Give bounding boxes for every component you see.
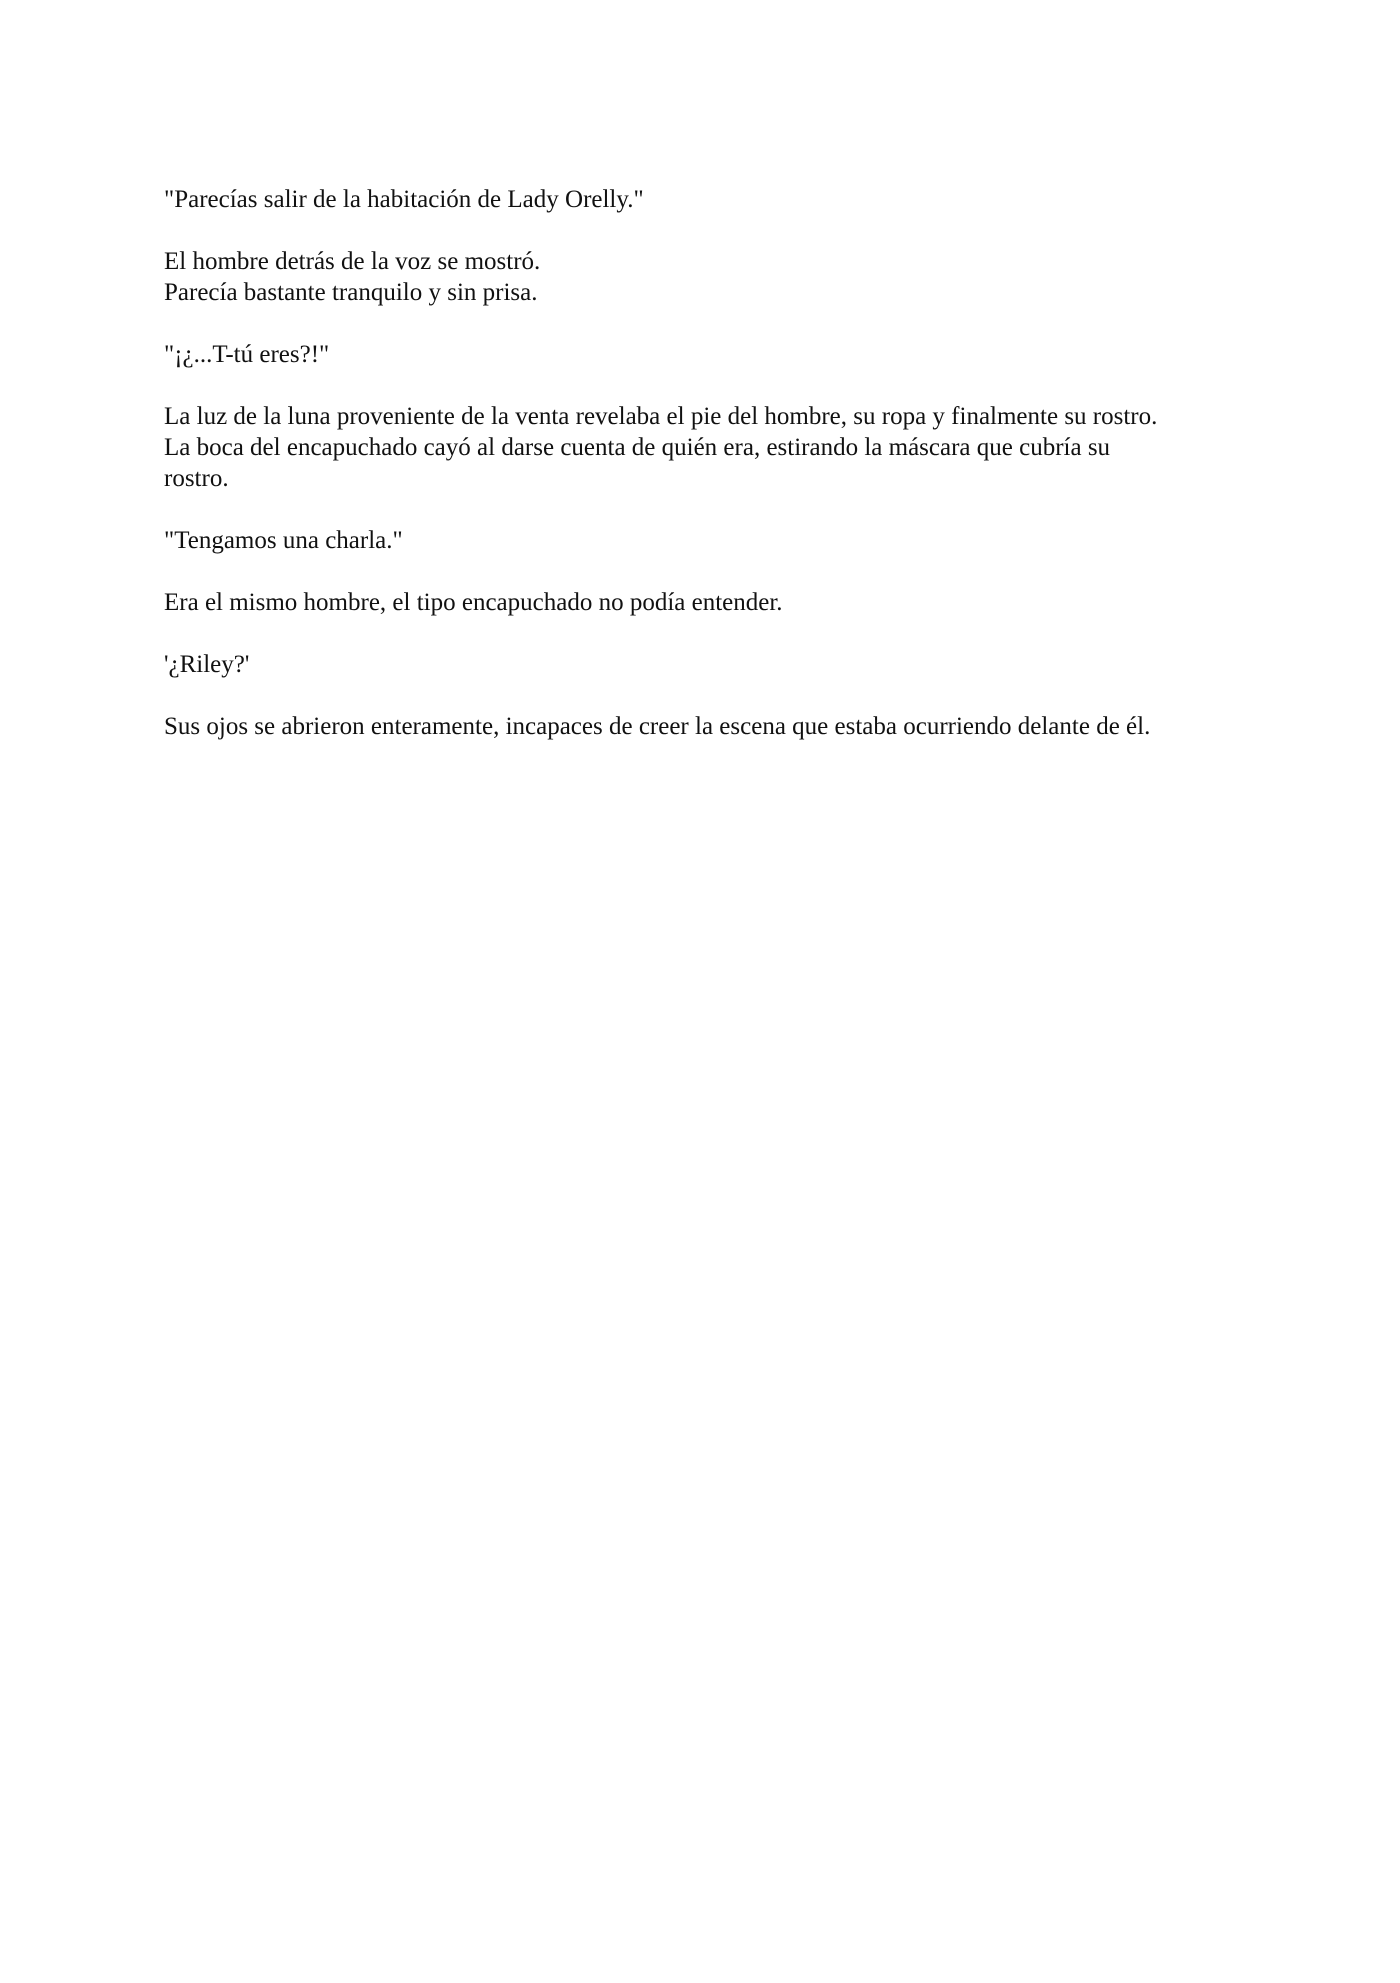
text-line: La boca del encapuchado cayó al darse cuenta de quién era, estirando la máscara que cubría su (164, 434, 1111, 461)
text-line: Sus ojos se abrieron enteramente, incapaces de creer la escena que estaba ocurriendo delante de él. (164, 713, 1151, 740)
paragraph-2 (164, 246, 1254, 308)
paragraph-1 (164, 184, 1254, 215)
text-line: Era el mismo hombre, el tipo encapuchado no podía entender. (164, 589, 783, 616)
paragraph-4 (164, 401, 1254, 494)
text-line: '¿Riley?' (164, 651, 250, 678)
document-body (164, 184, 1254, 773)
text-line: El hombre detrás de la voz se mostró. (164, 248, 541, 275)
text-line: Parecía bastante tranquilo y sin prisa. (164, 279, 538, 306)
paragraph-8 (164, 711, 1254, 742)
text-line: "¡¿...T-tú eres?!" (164, 341, 330, 368)
text-line: rostro. (164, 465, 229, 492)
paragraph-6 (164, 587, 1254, 618)
paragraph-7 (164, 649, 1254, 680)
paragraph-5 (164, 525, 1254, 556)
paragraph-3 (164, 339, 1254, 370)
text-line: "Tengamos una charla." (164, 527, 403, 554)
text-line: La luz de la luna proveniente de la venta revelaba el pie del hombre, su ropa y finalmente su rostro. (164, 403, 1158, 430)
text-line: "Parecías salir de la habitación de Lady Orelly." (164, 186, 644, 213)
